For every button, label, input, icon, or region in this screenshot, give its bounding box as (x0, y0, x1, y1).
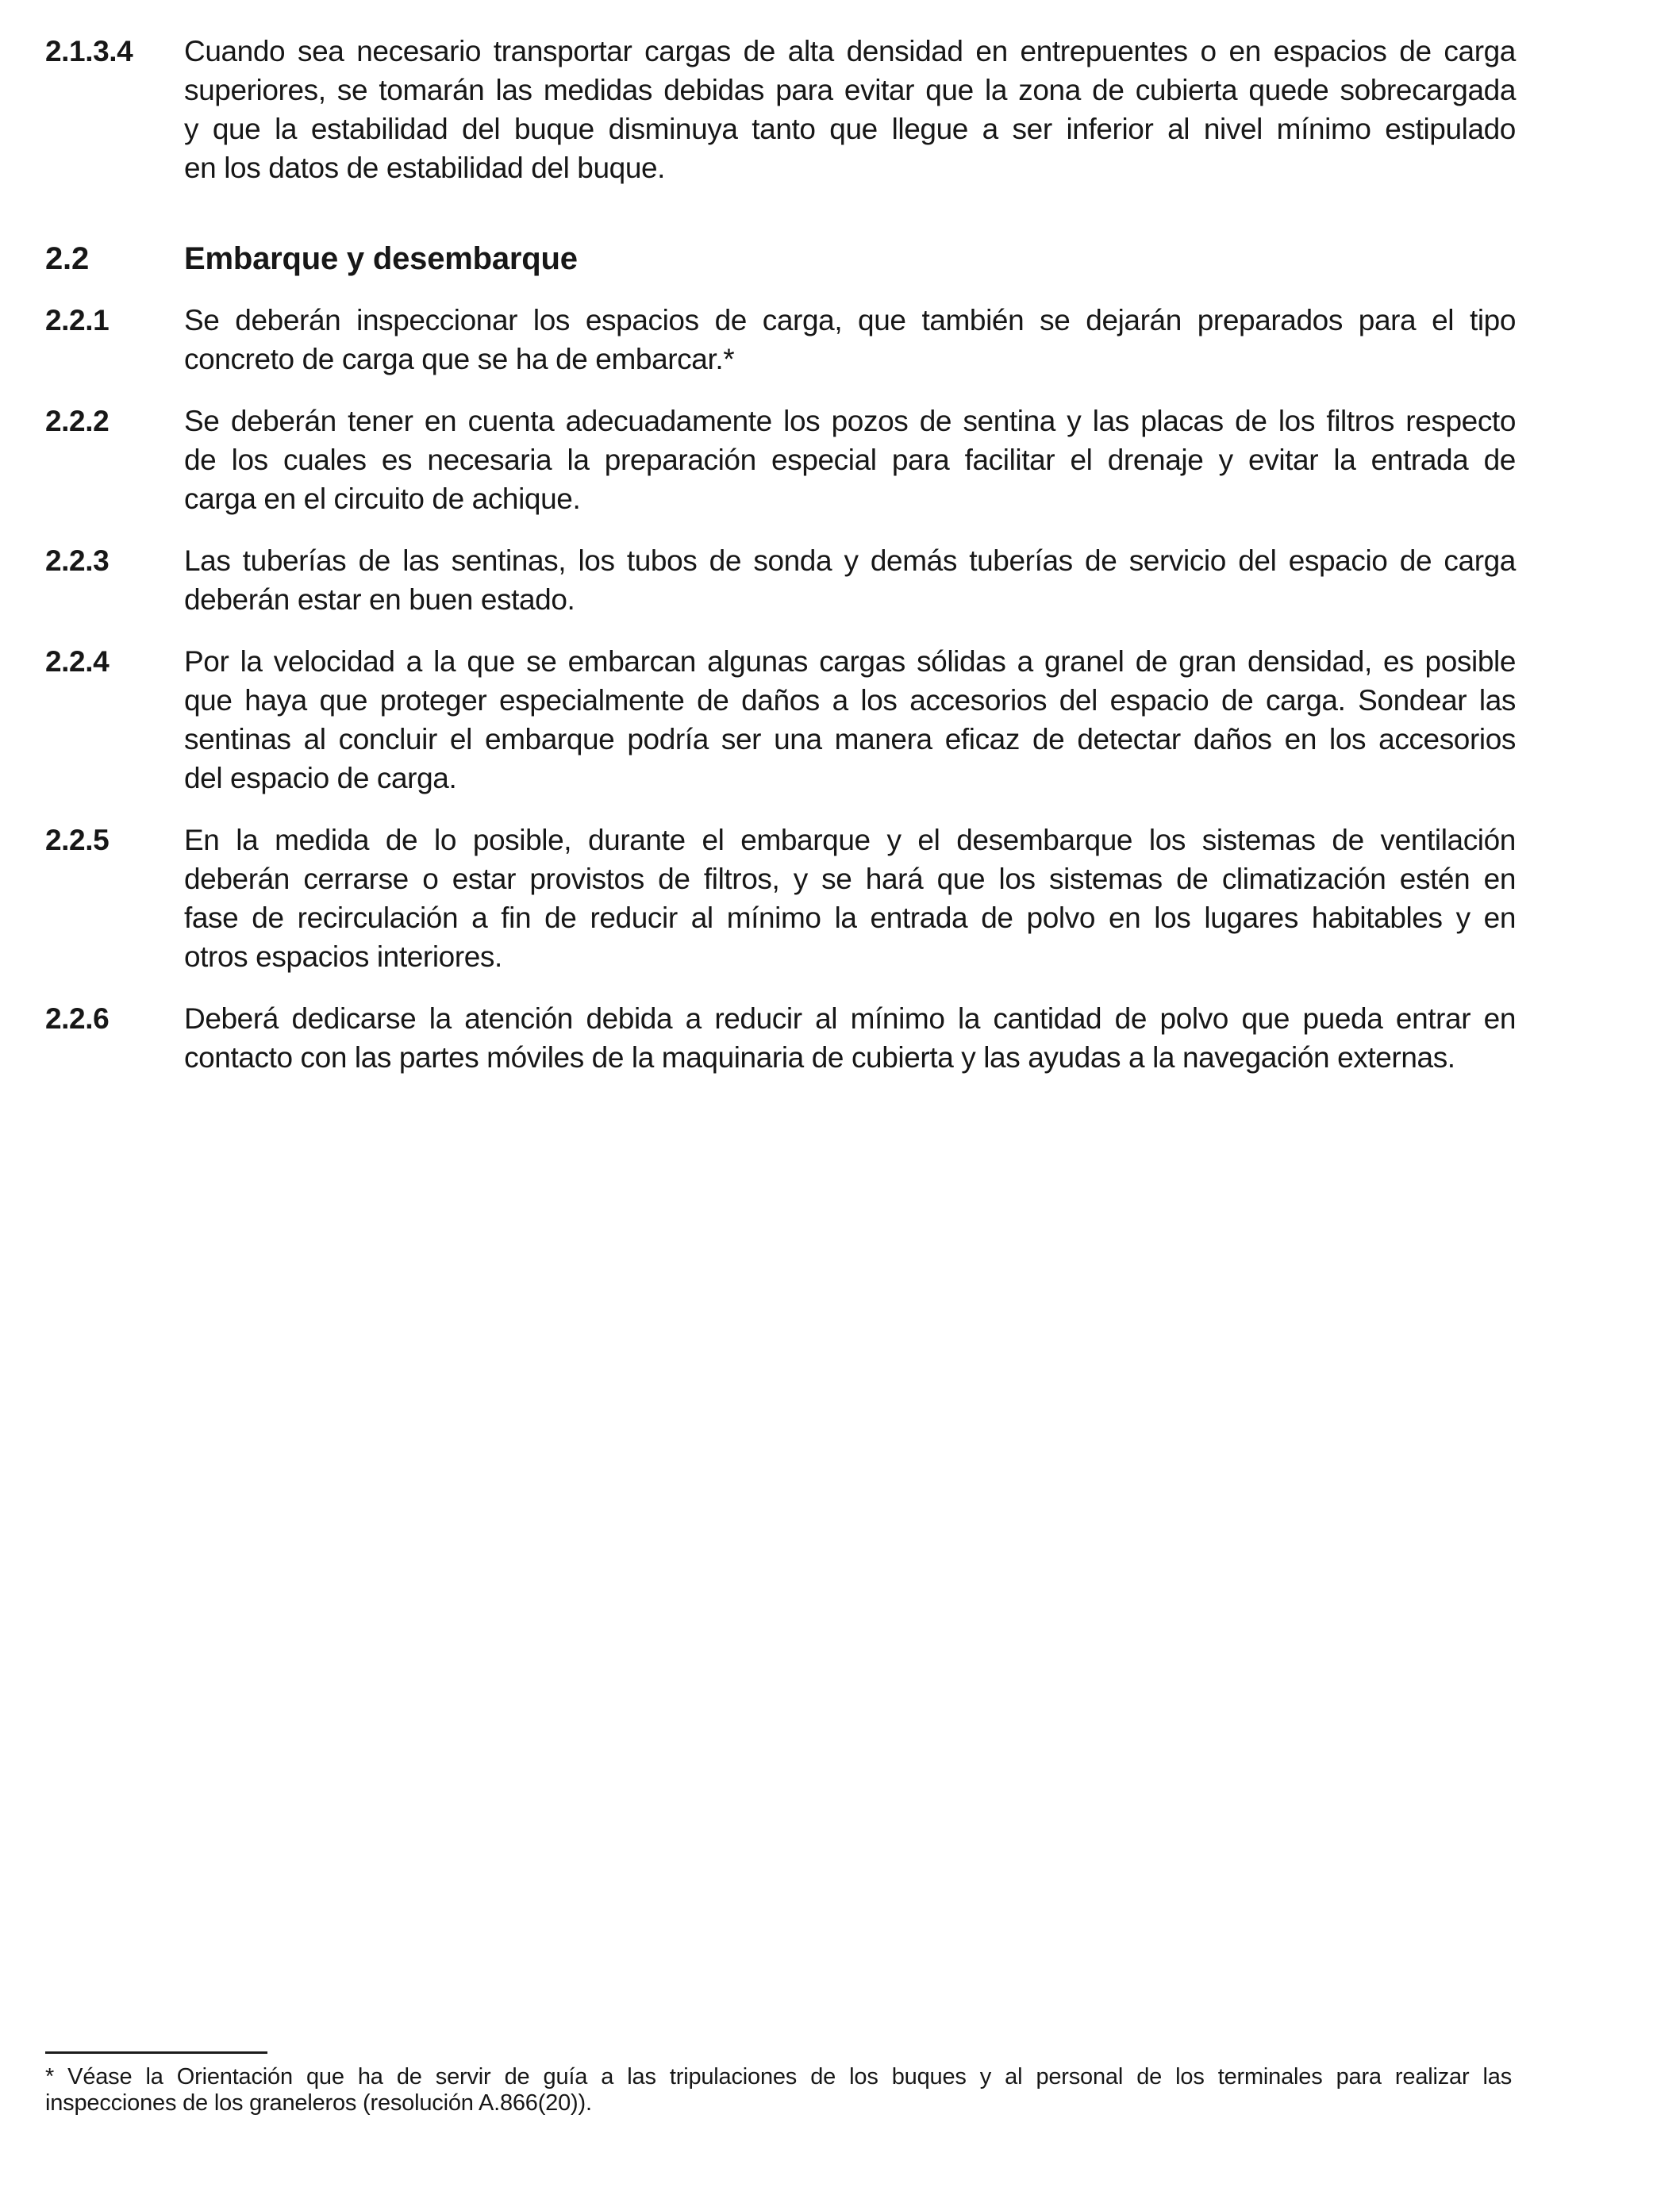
section-paragraph (184, 999, 1516, 1077)
text-line: otros espacios interiores. (184, 940, 502, 973)
section-paragraph (184, 642, 1516, 798)
section-2-2-6 (45, 999, 1516, 1077)
section-heading-title (184, 238, 1516, 279)
section-number: 2.2.5 (45, 824, 110, 856)
section-paragraph (184, 32, 1516, 187)
text-line: concreto de carga que se ha de embarcar.* (184, 343, 735, 375)
text-line: que haya que proteger especialmente de daños a los accesorios del espacio de carga. Sondear las (184, 684, 1516, 717)
text-line: Se deberán tener en cuenta adecuadamente los pozos de sentina y las placas de los filtros respecto (184, 405, 1516, 437)
footnote (45, 2051, 1512, 2116)
section-paragraph (184, 301, 1516, 379)
footnote-text (45, 2064, 1512, 2116)
text-line: contacto con las partes móviles de la maquinaria de cubierta y las ayudas a la navegación externas. (184, 1041, 1455, 1074)
document-content (0, 0, 1680, 1077)
footnote-divider (45, 2051, 267, 2054)
text-line: Deberá dedicarse la atención debida a reducir al mínimo la cantidad de polvo que pueda entrar en (184, 1002, 1516, 1035)
text-line: superiores, se tomarán las medidas debidas para evitar que la zona de cubierta quede sobrecargada (184, 74, 1516, 106)
text-line: Cuando sea necesario transportar cargas de alta densidad en entrepuentes o en espacios de carga (184, 35, 1516, 67)
text-line: en los datos de estabilidad del buque. (184, 152, 666, 184)
section-paragraph (184, 402, 1516, 518)
section-number: 2.2.6 (45, 1002, 110, 1035)
section-paragraph (184, 821, 1516, 976)
text-line: Las tuberías de las sentinas, los tubos de sonda y demás tuberías de servicio del espacio de carga (184, 544, 1516, 577)
text-line: Se deberán inspeccionar los espacios de carga, que también se dejarán preparados para el tipo (184, 304, 1516, 336)
section-number: 2.2.2 (45, 405, 110, 437)
section-2-2-3 (45, 541, 1516, 619)
section-number: 2.2.4 (45, 645, 110, 678)
section-number: 2.2.1 (45, 304, 110, 336)
text-line: * Véase la Orientación que ha de servir de guía a las tripulaciones de los buques y al personal de los terminales para realizar las (45, 2064, 1512, 2090)
section-2-2-1 (45, 301, 1516, 379)
text-line: sentinas al concluir el embarque podría ser una manera eficaz de detectar daños en los accesorios (184, 723, 1516, 755)
text-line: inspecciones de los graneleros (resolución A.866(20)). (45, 2090, 592, 2116)
section-2-2-5 (45, 821, 1516, 976)
text-line: deberán cerrarse o estar provistos de filtros, y se hará que los sistemas de climatización estén en (184, 863, 1516, 895)
section-number: 2.1.3.4 (45, 35, 133, 67)
text-line: deberán estar en buen estado. (184, 583, 575, 616)
section-number: 2.2.3 (45, 544, 110, 577)
text-line: En la medida de lo posible, durante el embarque y el desembarque los sistemas de ventilación (184, 824, 1516, 856)
section-2-1-3-4 (45, 32, 1516, 187)
text-line: y que la estabilidad del buque disminuya tanto que llegue a ser inferior al nivel mínimo estipulado (184, 113, 1516, 145)
text-line: del espacio de carga. (184, 762, 457, 794)
text-line: Embarque y desembarque (184, 241, 578, 276)
text-line: fase de recirculación a fin de reducir al mínimo la entrada de polvo en los lugares habitables y en (184, 902, 1516, 934)
section-number: 2.2 (45, 241, 90, 276)
section-paragraph (184, 541, 1516, 619)
text-line: de los cuales es necesaria la preparación especial para facilitar el drenaje y evitar la entrada de (184, 444, 1516, 476)
section-2-2-2 (45, 402, 1516, 518)
section-2-2-heading (45, 238, 1516, 279)
text-line: Por la velocidad a la que se embarcan algunas cargas sólidas a granel de gran densidad, es posible (184, 645, 1516, 678)
section-2-2-4 (45, 642, 1516, 798)
text-line: carga en el circuito de achique. (184, 483, 581, 515)
